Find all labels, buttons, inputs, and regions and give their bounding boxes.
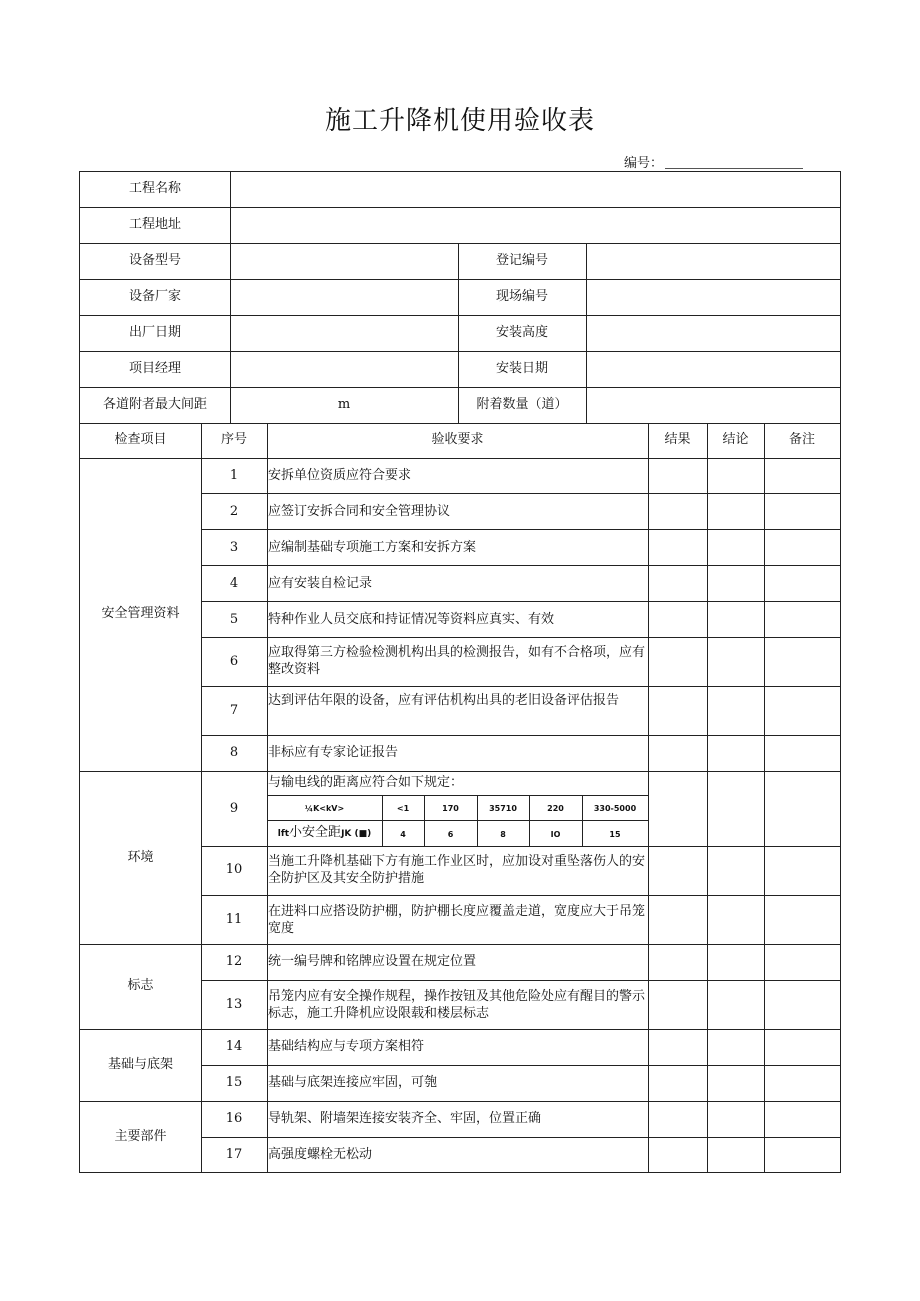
requirement-text: 吊笼内应有安全操作规程，操作按钮及其他危险处应有醒目的警示标志，施工升降机应设限载和楼层标志 bbox=[268, 989, 646, 1021]
distance-min-label-b: 小安全距 bbox=[289, 825, 342, 840]
label-equipment-model: 设备型号 bbox=[128, 253, 181, 268]
label-manufacture-date: 出厂日期 bbox=[128, 325, 181, 340]
distance-min-value: IO bbox=[550, 830, 561, 839]
distance-min-value: 4 bbox=[400, 830, 406, 839]
requirement-text: 基础结构应与专项方案相符 bbox=[268, 1039, 425, 1054]
row-number: 10 bbox=[225, 862, 243, 877]
requirement-text: 基础与底架连接应牢固，可匏 bbox=[268, 1075, 438, 1090]
label-project-manager: 项目经理 bbox=[128, 361, 181, 376]
row-number: 7 bbox=[229, 703, 239, 718]
requirement-text: 安拆单位资质应符合要求 bbox=[268, 468, 412, 483]
category-environment: 环境 bbox=[127, 850, 154, 865]
label-install-date: 安装日期 bbox=[495, 361, 548, 376]
row-number: 9 bbox=[229, 801, 239, 816]
distance-min-value: 6 bbox=[447, 830, 454, 839]
label-site-number: 现场编号 bbox=[495, 289, 548, 304]
requirement-text: 高强度螺栓无松动 bbox=[268, 1147, 373, 1162]
row-number: 14 bbox=[225, 1039, 243, 1054]
row-number: 17 bbox=[225, 1147, 243, 1162]
category-main-components: 主要部件 bbox=[114, 1129, 167, 1144]
requirement-text: 与输电线的距离应符合如下规定： bbox=[268, 775, 464, 790]
requirement-text: 导轨架、附墙架连接安装齐全、牢固，位置正确 bbox=[268, 1111, 542, 1126]
row-number: 2 bbox=[229, 504, 239, 519]
distance-voltage-value: 35710 bbox=[489, 804, 517, 813]
distance-voltage-value: <1 bbox=[396, 804, 410, 813]
row-number: 15 bbox=[225, 1075, 243, 1090]
requirement-text: 应有安装自检记录 bbox=[268, 576, 373, 591]
requirement-text: 特种作业人员交底和持证情况等资料应真实、有效 bbox=[268, 612, 555, 627]
category-foundation-chassis: 基础与底架 bbox=[107, 1057, 173, 1072]
header-check-item: 检查项目 bbox=[114, 432, 167, 447]
requirement-text: 达到评估年限的设备，应有评估机构出具的老旧设备评估报告 bbox=[268, 693, 620, 708]
distance-voltage-label: ¼K<kV> bbox=[304, 804, 345, 813]
serial-label: 编号： bbox=[624, 156, 664, 171]
label-max-attachment-spacing: 各道附者最大间距 bbox=[102, 397, 207, 412]
row-number: 16 bbox=[225, 1111, 243, 1126]
distance-voltage-value: 170 bbox=[442, 804, 459, 813]
serial-number-field bbox=[624, 152, 803, 171]
header-conclusion: 结论 bbox=[722, 432, 749, 447]
requirement-text: 应编制基础专项施工方案和安拆方案 bbox=[268, 540, 477, 555]
distance-min-label-a: lft bbox=[277, 829, 290, 839]
label-manufacturer: 设备厂家 bbox=[128, 289, 181, 304]
requirement-text: 应签订安拆合同和安全管理协议 bbox=[268, 504, 451, 519]
header-sequence: 序号 bbox=[220, 432, 247, 447]
requirement-text: 应取得第三方检验检测机构出具的检测报告，如有不合格项，应有整改资料 bbox=[268, 645, 646, 677]
distance-min-value: 8 bbox=[500, 830, 506, 839]
inspection-form-table bbox=[79, 171, 841, 1173]
header-requirement: 验收要求 bbox=[431, 432, 484, 447]
distance-min-label-c: JK (■) bbox=[341, 829, 372, 839]
row-number: 1 bbox=[229, 468, 239, 483]
requirement-text: 统一编号牌和铭牌应设置在规定位置 bbox=[268, 954, 477, 969]
row-number: 3 bbox=[229, 540, 239, 555]
row-number: 11 bbox=[225, 912, 243, 927]
distance-min-value: 15 bbox=[609, 830, 621, 839]
row-number: 13 bbox=[225, 997, 243, 1012]
header-remark: 备注 bbox=[788, 432, 815, 447]
requirement-text: 非标应有专家论证报告 bbox=[268, 745, 399, 760]
requirement-text: 在进料口应搭设防护棚，防护棚长度应覆盖走道，宽度应大于吊笼宽度 bbox=[268, 904, 646, 936]
label-install-height: 安装高度 bbox=[495, 325, 548, 340]
row-number: 6 bbox=[229, 654, 239, 669]
distance-voltage-value: 220 bbox=[547, 804, 564, 813]
serial-blank-line bbox=[665, 168, 803, 169]
category-safety-documents: 安全管理资料 bbox=[101, 606, 180, 621]
label-project-name: 工程名称 bbox=[128, 181, 181, 196]
row-number: 4 bbox=[229, 576, 239, 591]
header-result: 结果 bbox=[664, 432, 691, 447]
row-number: 12 bbox=[225, 954, 243, 969]
distance-voltage-value: 330-5000 bbox=[593, 804, 637, 813]
distance-min-label bbox=[267, 825, 382, 842]
row-number: 8 bbox=[229, 745, 239, 760]
label-attachment-count: 附着数量（道） bbox=[476, 397, 568, 412]
label-registration-number: 登记编号 bbox=[495, 253, 548, 268]
row-number: 5 bbox=[229, 612, 239, 627]
page-title: 施工升降机使用验收表 bbox=[324, 106, 595, 136]
label-project-address: 工程地址 bbox=[128, 217, 181, 232]
unit-meters: m bbox=[337, 397, 351, 412]
requirement-text: 当施工升降机基础下方有施工作业区时，应加设对重坠落伤人的安全防护区及其安全防护措施 bbox=[268, 854, 646, 886]
category-signs: 标志 bbox=[127, 978, 154, 993]
